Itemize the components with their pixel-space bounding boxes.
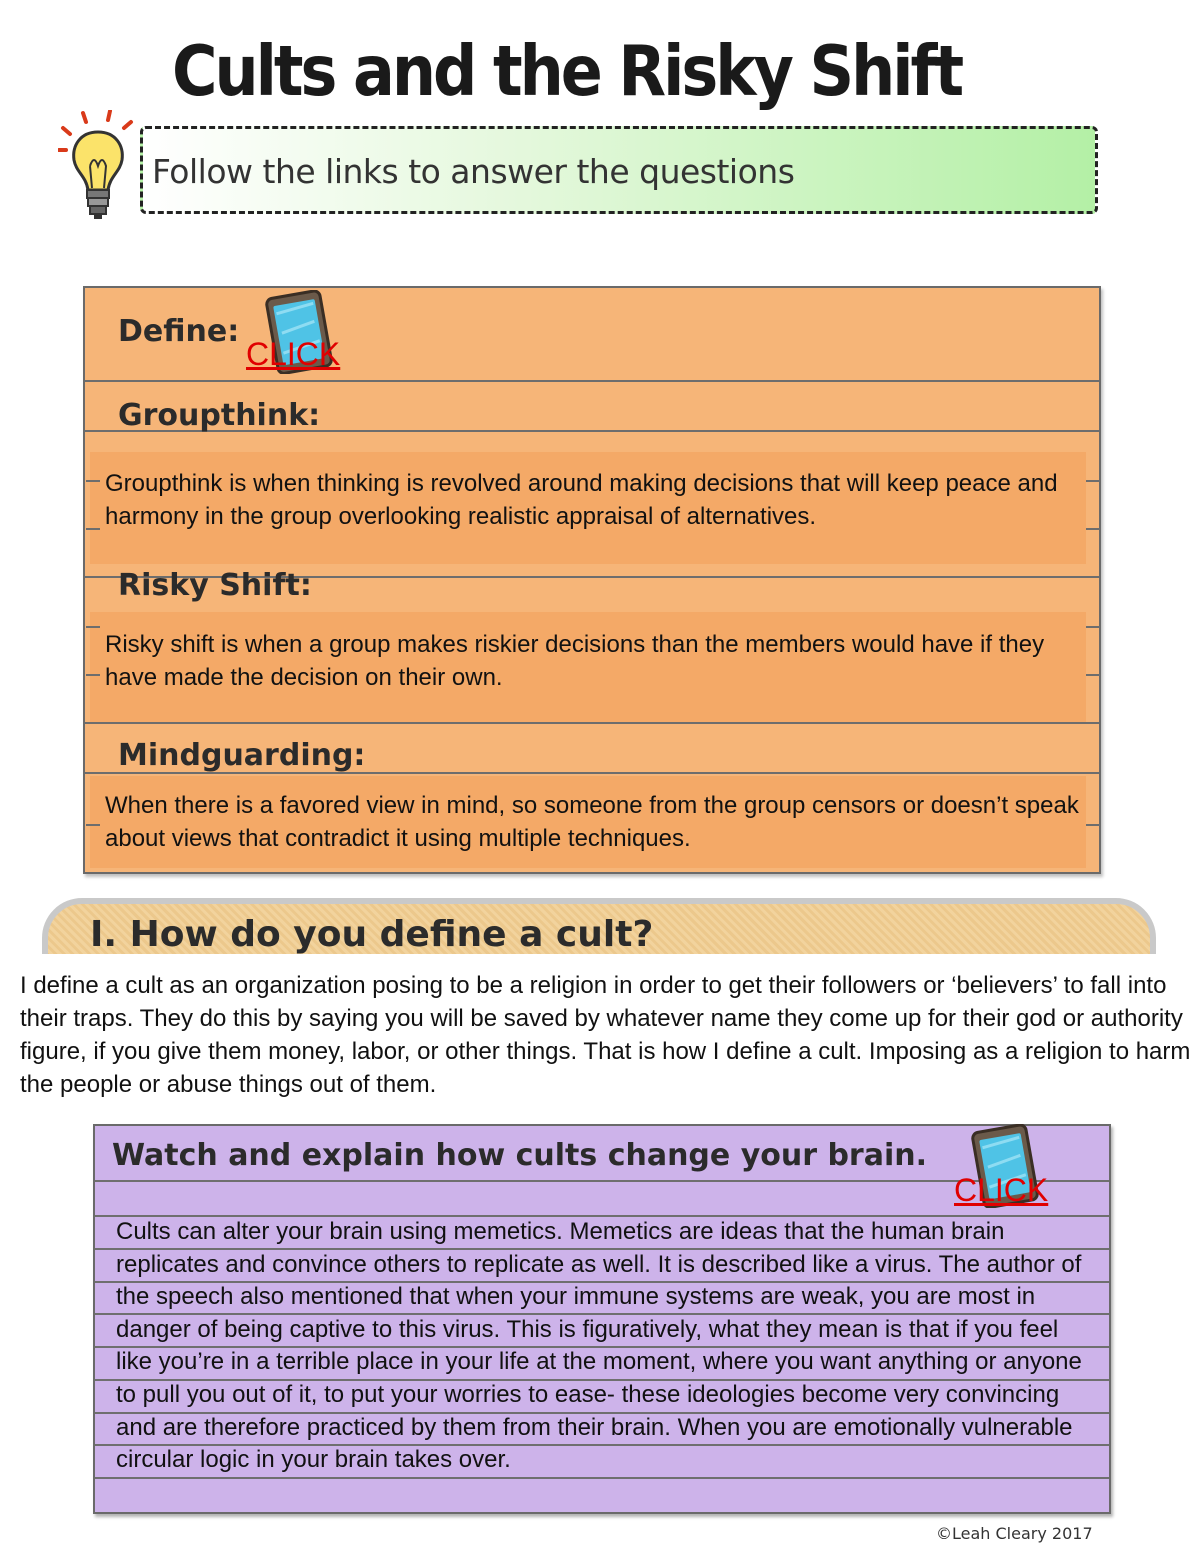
rule-tick [1086, 674, 1100, 676]
term-label-groupthink: Groupthink: [118, 398, 321, 433]
watch-heading: Watch and explain how cults change your brain. [112, 1138, 928, 1173]
panel-rule [85, 380, 1099, 382]
rule-tick [1086, 626, 1100, 628]
answer-groupthink[interactable]: Groupthink is when thinking is revolved around making decisions that will keep peace and harmony in the group overlooking realistic appraisal of alternatives. [105, 470, 1058, 530]
rule-tick [86, 674, 100, 676]
term-label-mindguarding: Mindguarding: [118, 738, 366, 773]
define-heading: Define: [118, 314, 240, 349]
rule-tick [86, 626, 100, 628]
rule-tick [1086, 528, 1100, 530]
cult-answer[interactable]: I define a cult as an organization posing to be a religion in order to get their followers or ‘believers’ to fall into their traps. They do this by saying you will be saved by whatever name they come up for their god or authority figure, if you give them money, labor, or other things. That is how I define a cult. Imposing as a religion to harm the people or abuse things out of them. [20, 972, 1191, 1098]
panel-rule [95, 1477, 1109, 1479]
light-bulb-icon [58, 110, 138, 225]
answer-mindguarding[interactable]: When there is a favored view in mind, so someone from the group censors or doesn’t speak about views that contradict it using multiple techniques. [105, 792, 1079, 852]
click-link-watch[interactable]: CLICK [954, 1172, 1049, 1208]
rule-tick [1086, 824, 1100, 826]
copyright-text: ©Leah Cleary 2017 [936, 1524, 1093, 1543]
cult-question-heading: I. How do you define a cult? [90, 914, 654, 955]
instruction-text: Follow the links to answer the questions [152, 152, 795, 191]
watch-answer[interactable]: Cults can alter your brain using memetics. Memetics are ideas that the human brain replicates and convince others to replicate as well. It is described like a virus. The author of the speech also mentioned that when your immune systems are weak, you are most in danger of being captive to this virus. This is figuratively, what they mean is that if you feel like you’re in a terrible place in your life at the moment, where you want anything or anyone to pull you out of it, to put your worries to ease- these ideologies become very convincing and are therefore practiced by them from their brain. When you are emotionally vulnerable circular logic in your brain takes over. [116, 1218, 1082, 1474]
term-label-risky-shift: Risky Shift: [118, 568, 312, 603]
answer-risky-shift[interactable]: Risky shift is when a group makes riskier decisions than the members would have if they have made the decision on their own. [105, 631, 1045, 691]
rule-tick [86, 528, 100, 530]
click-link-define[interactable]: CLICK [246, 336, 341, 372]
rule-tick [86, 480, 100, 482]
panel-rule [85, 722, 1099, 724]
rule-tick [86, 824, 100, 826]
rule-tick [1086, 480, 1100, 482]
page-title: Cults and the Risky Shift [172, 30, 962, 112]
